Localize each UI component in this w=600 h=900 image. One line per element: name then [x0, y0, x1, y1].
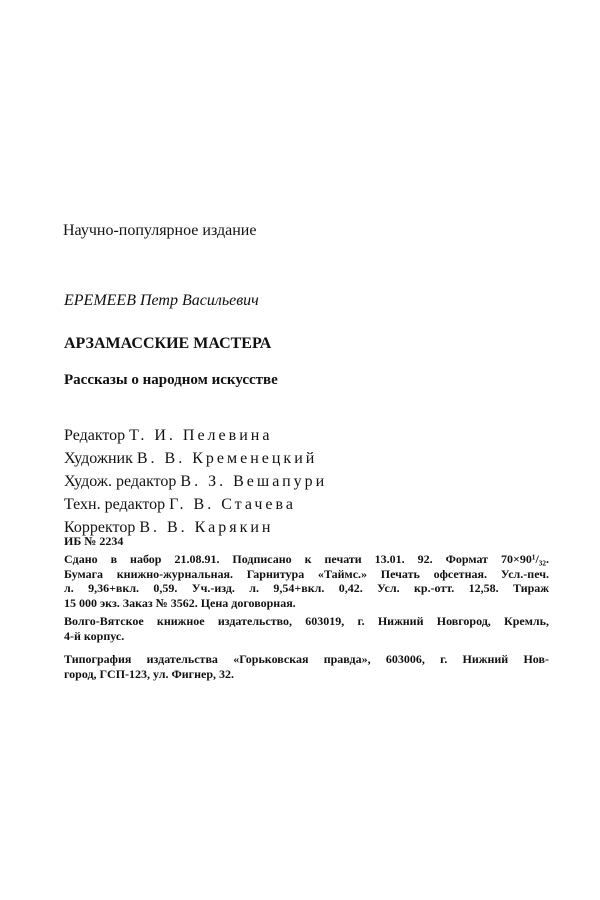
author-name: ЕРЕМЕЕВ Петр Васильевич — [64, 292, 259, 309]
printing-line: Сдано в набор 21.08.91. Подписано к печати 13.01. 92. Формат 70×90¹/₃₂. — [64, 552, 549, 566]
publisher-line: Волго-Вятское книжное издательство, 603019, г. Нижний Новгород, Кремль, — [64, 614, 549, 628]
book-title: АРЗАМАССКИЕ МАСТЕРА — [64, 335, 272, 352]
credits-list — [64, 424, 564, 539]
ib-number: ИБ № 2234 — [64, 534, 124, 548]
credit-person: В. В. Кременецкий — [136, 450, 318, 467]
printing-line: л. 9,36+вкл. 0,59. Уч.-изд. л. 9,54+вкл. 0,42. Усл. кр.-отт. 12,58. Тираж — [64, 581, 549, 595]
book-subtitle: Рассказы о народном искусстве — [64, 372, 278, 388]
printer-line: Типография издательства «Горьковская правда», 603006, г. Нижний Нов- — [64, 652, 549, 666]
printer-line: город, ГСП-123, ул. Фигнер, 32. — [64, 666, 235, 681]
credit-person: В. З. Вешапури — [180, 473, 328, 490]
credit-person: Г. В. Стачева — [169, 496, 296, 513]
edition-type: Научно-популярное издание — [63, 222, 257, 239]
credit-role: Худож. редактор — [64, 473, 177, 490]
credit-tech-editor — [64, 493, 564, 516]
printing-line: Бумага книжно-журнальная. Гарнитура «Таймс.» Печать офсетная. Усл.-печ. — [64, 566, 549, 581]
credit-person: В. В. Карякин — [139, 519, 274, 536]
credit-role: Техн. редактор — [64, 496, 166, 513]
credit-person: Т. И. Пелевина — [129, 427, 273, 444]
credit-artist — [64, 447, 564, 470]
credit-art-editor — [64, 470, 564, 493]
credit-role: Корректор — [64, 519, 136, 536]
publisher-address — [64, 614, 549, 643]
printer-address — [64, 652, 549, 681]
credit-role: Редактор — [64, 427, 126, 444]
printing-line: 15 000 экз. Заказ № 3562. Цена договорная. — [64, 595, 296, 610]
credit-proofreader — [64, 516, 564, 539]
printing-details — [64, 552, 549, 610]
credit-editor — [64, 424, 564, 447]
credit-role: Художник — [64, 450, 133, 467]
publisher-line: 4-й корпус. — [64, 628, 125, 643]
